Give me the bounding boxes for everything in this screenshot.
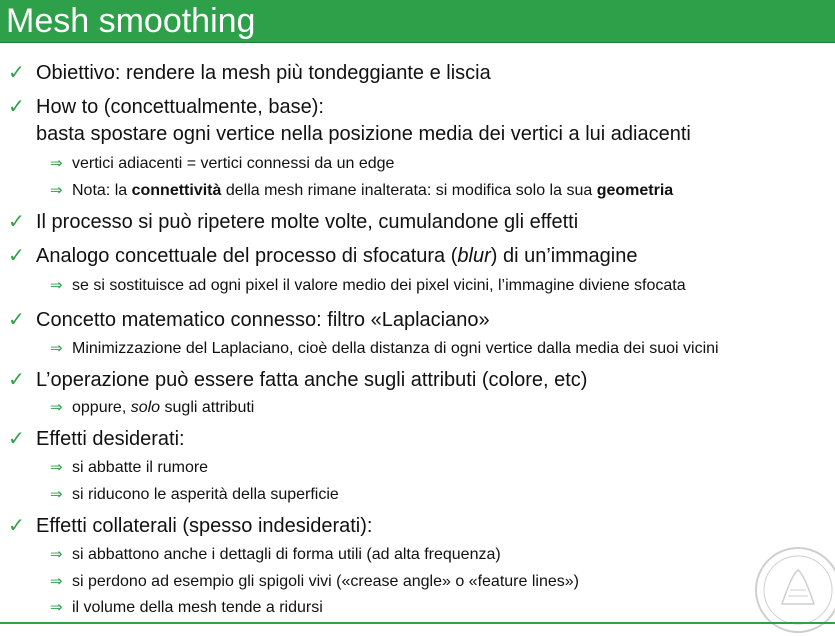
double-arrow-icon: ⇒: [50, 486, 63, 503]
geometria-bold: geometria: [596, 182, 674, 199]
sub-bullet-text: [72, 398, 254, 418]
note-text-part: Nota: la: [72, 182, 132, 199]
attr-text-part: sugli attributi: [160, 399, 255, 416]
sub-bullet-text: [72, 181, 673, 201]
check-mark-icon: ✓: [8, 245, 25, 267]
connettivita-bold: connettività: [131, 182, 222, 199]
bullet-text: Il processo si può ripetere molte volte, cumulandone gli effetti: [36, 211, 579, 233]
bullet-text: How to (concettualmente, base):: [36, 96, 324, 118]
note-text-part: della mesh rimane inalterata: si modifica solo la sua: [221, 182, 597, 199]
double-arrow-icon: ⇒: [50, 573, 63, 590]
check-mark-icon: ✓: [8, 211, 25, 233]
sub-bullet-text: se si sostituisce ad ogni pixel il valore medio dei pixel vicini, l’immagine diviene sfocata: [72, 277, 686, 294]
bullet-text: [36, 244, 637, 268]
double-arrow-icon: ⇒: [50, 182, 63, 199]
sub-bullet-text: il volume della mesh tende a ridursi: [72, 599, 323, 616]
sub-bullet-text: si abbatte il rumore: [72, 459, 209, 476]
bullet-text: L’operazione può essere fatta anche sugli attributi (colore, etc): [36, 369, 588, 391]
check-mark-icon: ✓: [8, 62, 25, 84]
blur-text-part: Analogo concettuale del processo di sfocatura (: [36, 245, 458, 267]
bullet-text: Effetti desiderati:: [36, 428, 185, 450]
solo-italic: solo: [130, 399, 161, 416]
bullet-text: Obiettivo: rendere la mesh più tondeggiante e liscia: [36, 62, 491, 84]
sub-bullet-text: si riducono le asperità della superficie: [72, 486, 339, 503]
sub-bullet-text: si perdono ad esempio gli spigoli vivi («crease angle» o «feature lines»): [72, 573, 579, 590]
double-arrow-icon: ⇒: [50, 459, 63, 476]
double-arrow-icon: ⇒: [50, 599, 63, 616]
check-mark-icon: ✓: [8, 96, 25, 118]
check-mark-icon: ✓: [8, 515, 25, 537]
blur-text-part: ) di un’immagine: [490, 245, 638, 267]
bullet-text-continued: basta spostare ogni vertice nella posizione media dei vertici a lui adiacenti: [36, 123, 691, 145]
slide-title: Mesh smoothing: [6, 2, 256, 40]
sub-bullet-text: si abbattono anche i dettagli di forma utili (ad alta frequenza): [72, 546, 501, 563]
bullet-text: Effetti collaterali (spesso indesiderati):: [36, 515, 373, 537]
blur-italic: blur: [457, 245, 491, 267]
check-mark-icon: ✓: [8, 369, 25, 391]
check-mark-icon: ✓: [8, 309, 25, 331]
double-arrow-icon: ⇒: [50, 155, 63, 172]
double-arrow-icon: ⇒: [50, 546, 63, 563]
attr-text-part: oppure,: [72, 399, 131, 416]
sub-bullet-text: vertici adiacenti = vertici connessi da un edge: [72, 155, 395, 172]
double-arrow-icon: ⇒: [50, 277, 63, 294]
check-mark-icon: ✓: [8, 428, 25, 450]
double-arrow-icon: ⇒: [50, 340, 63, 357]
sub-bullet-text: Minimizzazione del Laplaciano, cioè della distanza di ogni vertice dalla media dei suoi vicini: [72, 340, 719, 357]
double-arrow-icon: ⇒: [50, 399, 63, 416]
bullet-text: Concetto matematico connesso: filtro «Laplaciano»: [36, 309, 490, 331]
footer-divider: [0, 622, 835, 624]
